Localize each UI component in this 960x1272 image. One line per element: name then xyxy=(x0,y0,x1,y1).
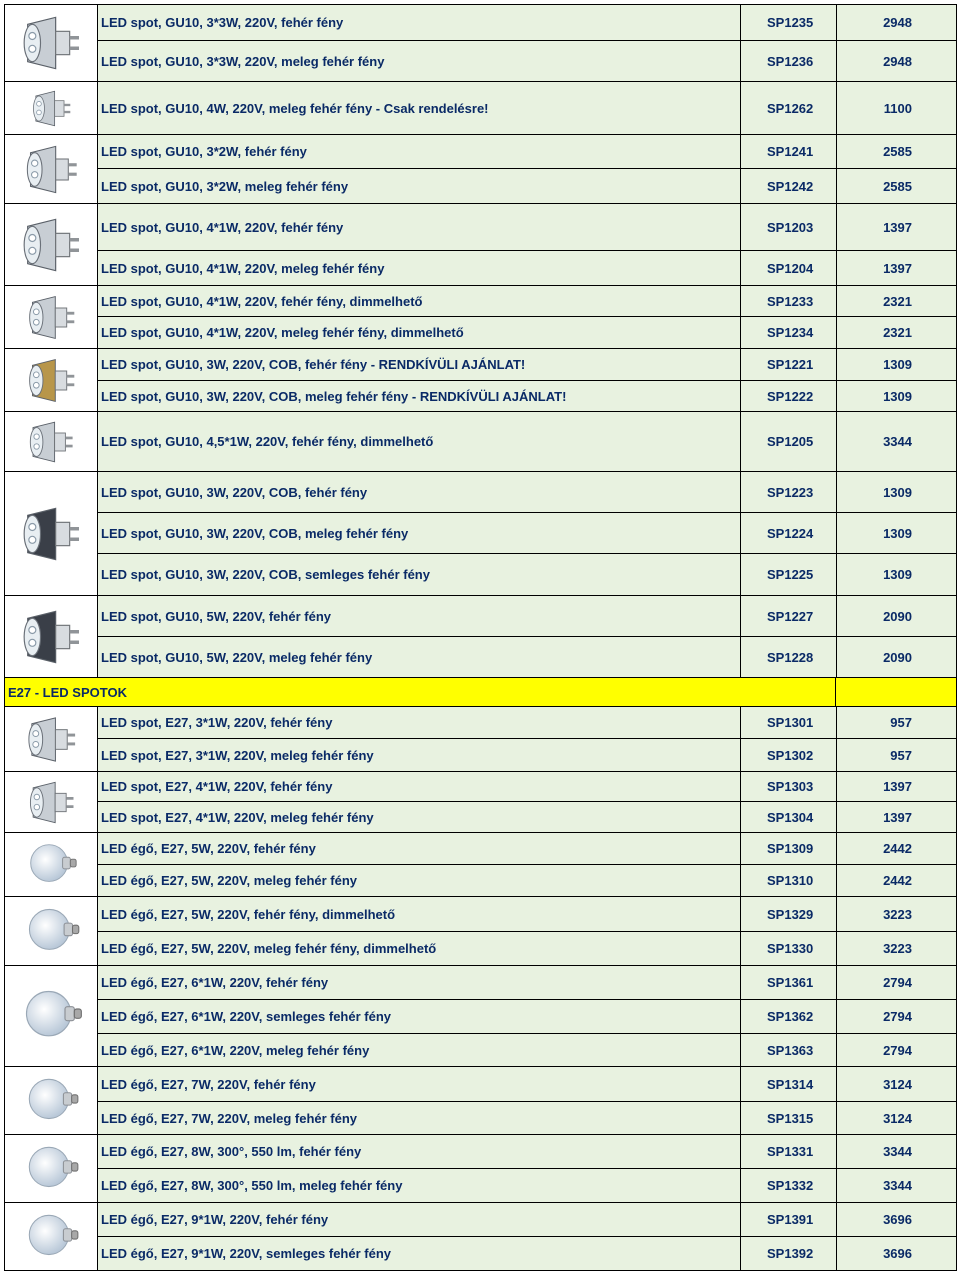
product-price: 3223 xyxy=(836,931,957,966)
product-code: SP1303 xyxy=(740,771,837,802)
led-bulb-icon xyxy=(22,836,80,894)
led-bulb-icon xyxy=(24,775,79,830)
product-code: SP1235 xyxy=(740,4,837,41)
product-price: 1397 xyxy=(836,203,957,251)
product-image xyxy=(4,203,98,286)
product-price: 2442 xyxy=(836,832,957,865)
led-bulb-icon xyxy=(20,1070,82,1132)
led-bulb-icon xyxy=(20,1138,82,1200)
product-price: 1397 xyxy=(836,250,957,286)
product-description: LED spot, E27, 3*1W, 220V, fehér fény xyxy=(97,706,741,739)
product-description: LED spot, E27, 3*1W, 220V, meleg fehér fény xyxy=(97,738,741,772)
product-description: LED spot, GU10, 3W, 220V, COB, meleg fehér fény - RENDKÍVÜLI AJÁNLAT! xyxy=(97,380,741,412)
product-code: SP1241 xyxy=(740,134,837,169)
led-bulb-icon xyxy=(16,210,86,280)
product-price: 3344 xyxy=(836,1168,957,1203)
product-description: LED spot, GU10, 4*1W, 220V, fehér fény xyxy=(97,203,741,251)
product-image xyxy=(4,285,98,349)
product-price: 1309 xyxy=(836,348,957,381)
product-image xyxy=(4,4,98,82)
product-image xyxy=(4,81,98,135)
product-image xyxy=(4,411,98,472)
product-description: LED spot, GU10, 4*1W, 220V, meleg fehér fény, dimmelhető xyxy=(97,316,741,349)
product-description: LED égő, E27, 8W, 300°, 550 lm, fehér fény xyxy=(97,1134,741,1169)
product-price: 2321 xyxy=(836,285,957,317)
product-price: 2585 xyxy=(836,134,957,169)
product-description: LED égő, E27, 6*1W, 220V, meleg fehér fény xyxy=(97,1033,741,1067)
product-code: SP1332 xyxy=(740,1168,837,1203)
product-description: LED spot, GU10, 4W, 220V, meleg fehér fény - Csak rendelésre! xyxy=(97,81,741,135)
product-image xyxy=(4,832,98,897)
product-description: LED spot, GU10, 3W, 220V, COB, fehér fény xyxy=(97,471,741,513)
product-price: 3124 xyxy=(836,1101,957,1135)
product-description: LED spot, GU10, 3W, 220V, COB, semleges fehér fény xyxy=(97,553,741,596)
product-price: 2794 xyxy=(836,965,957,1000)
product-image xyxy=(4,896,98,966)
led-bulb-icon xyxy=(16,981,86,1051)
product-description: LED égő, E27, 7W, 220V, meleg fehér fény xyxy=(97,1101,741,1135)
product-description: LED égő, E27, 9*1W, 220V, fehér fény xyxy=(97,1202,741,1237)
product-description: LED égő, E27, 5W, 220V, meleg fehér fény, dimmelhető xyxy=(97,931,741,966)
product-price: 1397 xyxy=(836,771,957,802)
led-bulb-icon xyxy=(23,352,80,409)
product-image xyxy=(4,1202,98,1271)
product-price: 3124 xyxy=(836,1066,957,1102)
led-bulb-icon xyxy=(23,289,80,346)
product-description: LED égő, E27, 5W, 220V, fehér fény xyxy=(97,832,741,865)
product-code: SP1310 xyxy=(740,864,837,897)
product-code: SP1392 xyxy=(740,1236,837,1271)
product-description: LED spot, GU10, 3*3W, 220V, meleg fehér fény xyxy=(97,40,741,82)
product-price: 1309 xyxy=(836,553,957,596)
product-code: SP1223 xyxy=(740,471,837,513)
product-price: 2585 xyxy=(836,168,957,204)
product-code: SP1224 xyxy=(740,512,837,554)
product-description: LED égő, E27, 5W, 220V, fehér fény, dimmelhető xyxy=(97,896,741,932)
led-bulb-icon xyxy=(28,85,75,132)
product-price: 1309 xyxy=(836,512,957,554)
product-description: LED spot, GU10, 5W, 220V, fehér fény xyxy=(97,595,741,637)
product-price: 2442 xyxy=(836,864,957,897)
product-description: LED spot, GU10, 3*2W, fehér fény xyxy=(97,134,741,169)
product-description: LED spot, GU10, 3*3W, 220V, fehér fény xyxy=(97,4,741,41)
led-bulb-icon xyxy=(20,1206,82,1268)
product-code: SP1314 xyxy=(740,1066,837,1102)
product-image xyxy=(4,1066,98,1135)
product-price: 2948 xyxy=(836,40,957,82)
product-code: SP1203 xyxy=(740,203,837,251)
product-code: SP1331 xyxy=(740,1134,837,1169)
product-price: 1100 xyxy=(836,81,957,135)
product-code: SP1205 xyxy=(740,411,837,472)
product-description: LED spot, GU10, 3*2W, meleg fehér fény xyxy=(97,168,741,204)
product-code: SP1236 xyxy=(740,40,837,82)
product-code: SP1391 xyxy=(740,1202,837,1237)
product-description: LED spot, GU10, 3W, 220V, COB, meleg fehér fény xyxy=(97,512,741,554)
section-header-blank xyxy=(835,677,957,707)
product-description: LED égő, E27, 7W, 220V, fehér fény xyxy=(97,1066,741,1102)
product-code: SP1221 xyxy=(740,348,837,381)
product-image xyxy=(4,471,98,596)
product-code: SP1204 xyxy=(740,250,837,286)
product-price: 2090 xyxy=(836,595,957,637)
product-code: SP1302 xyxy=(740,738,837,772)
product-code: SP1234 xyxy=(740,316,837,349)
product-price: 957 xyxy=(836,738,957,772)
product-description: LED égő, E27, 9*1W, 220V, semleges fehér fény xyxy=(97,1236,741,1271)
product-image xyxy=(4,965,98,1067)
led-bulb-icon xyxy=(16,602,86,672)
product-price: 2090 xyxy=(836,636,957,678)
product-code: SP1361 xyxy=(740,965,837,1000)
led-bulb-icon xyxy=(16,8,86,78)
led-bulb-icon xyxy=(22,710,81,769)
product-description: LED spot, E27, 4*1W, 220V, fehér fény xyxy=(97,771,741,802)
product-code: SP1330 xyxy=(740,931,837,966)
product-description: LED spot, E27, 4*1W, 220V, meleg fehér fény xyxy=(97,801,741,833)
product-code: SP1301 xyxy=(740,706,837,739)
product-code: SP1362 xyxy=(740,999,837,1034)
led-bulb-icon xyxy=(16,499,86,569)
product-description: LED spot, GU10, 3W, 220V, COB, fehér fény - RENDKÍVÜLI AJÁNLAT! xyxy=(97,348,741,381)
product-price: 1397 xyxy=(836,801,957,833)
product-price: 3696 xyxy=(836,1202,957,1237)
product-code: SP1225 xyxy=(740,553,837,596)
product-code: SP1304 xyxy=(740,801,837,833)
product-image xyxy=(4,1134,98,1203)
product-code: SP1262 xyxy=(740,81,837,135)
product-price: 957 xyxy=(836,706,957,739)
product-code: SP1309 xyxy=(740,832,837,865)
product-code: SP1222 xyxy=(740,380,837,412)
product-price: 2948 xyxy=(836,4,957,41)
led-bulb-icon xyxy=(24,415,78,469)
product-image xyxy=(4,595,98,678)
product-image xyxy=(4,348,98,412)
product-code: SP1315 xyxy=(740,1101,837,1135)
product-price: 3696 xyxy=(836,1236,957,1271)
product-price: 1309 xyxy=(836,380,957,412)
product-code: SP1227 xyxy=(740,595,837,637)
product-description: LED égő, E27, 6*1W, 220V, fehér fény xyxy=(97,965,741,1000)
led-bulb-icon xyxy=(20,900,83,963)
product-code: SP1242 xyxy=(740,168,837,204)
product-price: 2321 xyxy=(836,316,957,349)
product-price: 2794 xyxy=(836,1033,957,1067)
product-description: LED spot, GU10, 4,5*1W, 220V, fehér fény, dimmelhető xyxy=(97,411,741,472)
product-image xyxy=(4,134,98,204)
product-description: LED spot, GU10, 5W, 220V, meleg fehér fény xyxy=(97,636,741,678)
product-code: SP1228 xyxy=(740,636,837,678)
product-code: SP1363 xyxy=(740,1033,837,1067)
product-description: LED spot, GU10, 4*1W, 220V, fehér fény, dimmelhető xyxy=(97,285,741,317)
product-code: SP1233 xyxy=(740,285,837,317)
product-description: LED égő, E27, 8W, 300°, 550 lm, meleg fehér fény xyxy=(97,1168,741,1203)
product-price: 3344 xyxy=(836,1134,957,1169)
product-description: LED égő, E27, 5W, 220V, meleg fehér fény xyxy=(97,864,741,897)
product-price: 2794 xyxy=(836,999,957,1034)
product-description: LED spot, GU10, 4*1W, 220V, meleg fehér fény xyxy=(97,250,741,286)
product-price: 1309 xyxy=(836,471,957,513)
product-code: SP1329 xyxy=(740,896,837,932)
product-image xyxy=(4,706,98,772)
product-price: 3223 xyxy=(836,896,957,932)
product-description: LED égő, E27, 6*1W, 220V, semleges fehér fény xyxy=(97,999,741,1034)
product-price: 3344 xyxy=(836,411,957,472)
product-image xyxy=(4,771,98,833)
section-header-e27: E27 - LED SPOTOK xyxy=(4,677,837,707)
led-bulb-icon xyxy=(20,138,83,201)
